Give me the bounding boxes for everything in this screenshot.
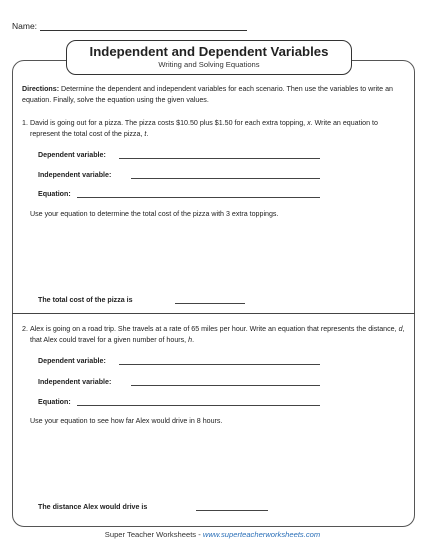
name-label: Name: [12, 21, 38, 31]
p1-equation-label: Equation: [38, 190, 71, 198]
footer-url-link[interactable]: www.superteacherworksheets.com [202, 530, 321, 539]
p2-independent-label: Independent variable: [38, 378, 112, 386]
p2-equation-answer-line[interactable] [77, 405, 320, 406]
p1-final-answer-line[interactable] [175, 303, 245, 304]
problem-2-number: 2. [22, 325, 28, 333]
p1-prompt: Use your equation to determine the total cost of the pizza with 3 extra toppings. [30, 210, 279, 218]
p1-answer-label: The total cost of the pizza is [38, 296, 133, 304]
p2-equation-label: Equation: [38, 398, 71, 406]
problem-2-text: Alex is going on a road trip. She travels at a rate of 65 miles per hour. Write an equation that represents the distance, d, that Alex could travel for a given number of hours, h. [30, 325, 405, 344]
problem-1-text: David is going out for a pizza. The pizza costs $10.50 plus $1.50 for each extra topping, x. Write an equation to represent the total cost of the pizza, t. [30, 119, 378, 138]
p2-dependent-answer-line[interactable] [119, 364, 320, 365]
p2-answer-label: The distance Alex would drive is [38, 503, 148, 511]
p1-independent-label: Independent variable: [38, 171, 112, 179]
variable-t: t [144, 129, 147, 138]
variable-x: x [307, 119, 311, 127]
footer-brand: Super Teacher Worksheets [104, 530, 197, 539]
directions-label: Directions: [22, 85, 60, 93]
directions-text: Determine the dependent and independent variables for each scenario. Then use the variables to write an equation. Finally, solve the equation using the given values. [22, 85, 393, 104]
page-subtitle: Writing and Solving Equations [158, 60, 260, 69]
p2-independent-answer-line[interactable] [131, 385, 320, 386]
name-field[interactable] [40, 30, 247, 31]
variable-h: h [188, 335, 193, 344]
page-title: Independent and Dependent Variables [89, 44, 329, 59]
footer-separator: - [196, 530, 203, 539]
variable-d: d [398, 325, 403, 333]
p1-independent-answer-line[interactable] [131, 178, 320, 179]
problem-1-number: 1. [22, 119, 28, 127]
directions [22, 84, 404, 105]
footer [0, 530, 425, 539]
p1-dependent-answer-line[interactable] [119, 158, 320, 159]
p2-dependent-label: Dependent variable: [38, 357, 106, 365]
section-divider [12, 313, 415, 314]
p2-final-answer-line[interactable] [196, 510, 268, 511]
title-box [66, 40, 352, 75]
p1-dependent-label: Dependent variable: [38, 151, 106, 159]
p1-equation-answer-line[interactable] [77, 197, 320, 198]
p2-prompt: Use your equation to see how far Alex would drive in 8 hours. [30, 417, 223, 425]
